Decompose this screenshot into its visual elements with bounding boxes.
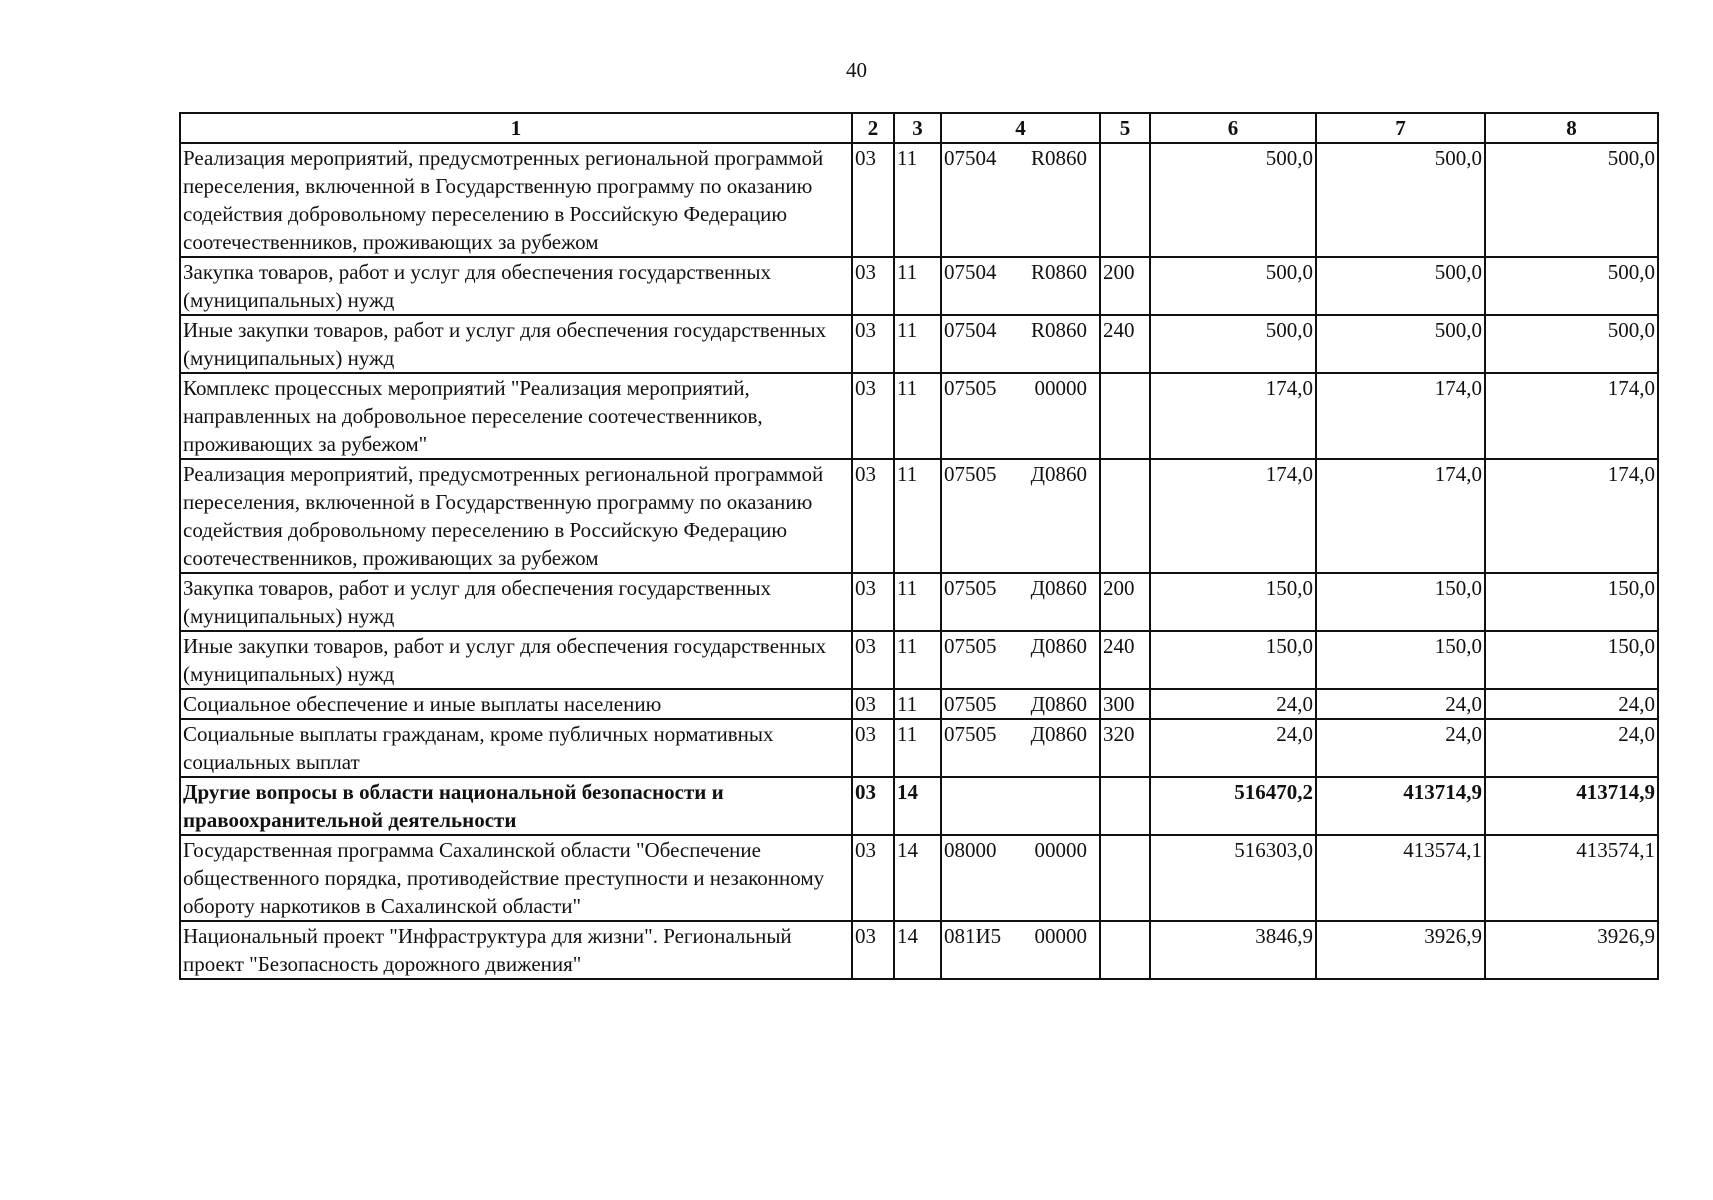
- direction-code: Д0860: [1030, 462, 1087, 486]
- direction-code: 00000: [1034, 838, 1087, 862]
- amount-col-7: 413714,9: [1316, 777, 1485, 835]
- subsection-code: 11: [894, 573, 941, 631]
- expense-type-code: [1100, 777, 1150, 835]
- section-code: 03: [852, 689, 894, 719]
- expense-type-code: 200: [1100, 573, 1150, 631]
- amount-col-8: 500,0: [1485, 143, 1658, 257]
- table-body: [180, 143, 1658, 979]
- subsection-code: 11: [894, 257, 941, 315]
- program-code: 08000: [944, 838, 997, 862]
- subsection-code: 11: [894, 143, 941, 257]
- target-article-code: [941, 631, 1100, 689]
- amount-col-6: 24,0: [1150, 689, 1316, 719]
- section-code: 03: [852, 257, 894, 315]
- column-header: 8: [1485, 113, 1658, 143]
- program-code: 07505: [944, 376, 997, 400]
- column-header: 1: [180, 113, 852, 143]
- target-article-code: [941, 459, 1100, 573]
- direction-code: Д0860: [1030, 692, 1087, 716]
- target-article-code: [941, 315, 1100, 373]
- amount-col-7: 413574,1: [1316, 835, 1485, 921]
- program-code: 07505: [944, 576, 997, 600]
- subsection-code: 11: [894, 719, 941, 777]
- amount-col-7: 174,0: [1316, 373, 1485, 459]
- subsection-code: 14: [894, 777, 941, 835]
- expense-type-code: 200: [1100, 257, 1150, 315]
- amount-col-7: 24,0: [1316, 689, 1485, 719]
- amount-col-8: 3926,9: [1485, 921, 1658, 979]
- column-header: 5: [1100, 113, 1150, 143]
- target-article-code: [941, 689, 1100, 719]
- table-row: [180, 459, 1658, 573]
- row-description: Другие вопросы в области национальной безопасности и правоохранительной деятельности: [180, 777, 852, 835]
- direction-code: R0860: [1030, 318, 1087, 342]
- target-article-code: [941, 573, 1100, 631]
- amount-col-8: 413574,1: [1485, 835, 1658, 921]
- expense-type-code: [1100, 459, 1150, 573]
- amount-col-8: 174,0: [1485, 373, 1658, 459]
- target-article-code: [941, 921, 1100, 979]
- header-row: [180, 113, 1658, 143]
- direction-code: 00000: [1034, 924, 1087, 948]
- expense-type-code: [1100, 835, 1150, 921]
- target-article-code: [941, 143, 1100, 257]
- column-header: 6: [1150, 113, 1316, 143]
- program-code: 07504: [944, 260, 997, 284]
- subsection-code: 11: [894, 689, 941, 719]
- table-row: [180, 719, 1658, 777]
- amount-col-7: 500,0: [1316, 315, 1485, 373]
- target-article-code: [941, 835, 1100, 921]
- direction-code: Д0860: [1030, 722, 1087, 746]
- subsection-code: 11: [894, 459, 941, 573]
- section-code: 03: [852, 921, 894, 979]
- amount-col-7: 174,0: [1316, 459, 1485, 573]
- column-header: 7: [1316, 113, 1485, 143]
- amount-col-8: 150,0: [1485, 631, 1658, 689]
- program-code: 07504: [944, 146, 997, 170]
- amount-col-6: 3846,9: [1150, 921, 1316, 979]
- target-article-code: [941, 373, 1100, 459]
- table-row: [180, 777, 1658, 835]
- amount-col-7: 3926,9: [1316, 921, 1485, 979]
- subsection-code: 11: [894, 631, 941, 689]
- direction-code: Д0860: [1030, 634, 1087, 658]
- expense-type-code: 240: [1100, 315, 1150, 373]
- section-code: 03: [852, 315, 894, 373]
- table-row: [180, 689, 1658, 719]
- table-row: [180, 573, 1658, 631]
- row-description: Реализация мероприятий, предусмотренных региональной программой переселения, включенной в Государственную программу по оказанию содействия добровольному переселению в Российскую Федерацию соотечественников, проживающих за рубежом: [180, 143, 852, 257]
- target-article-code: [941, 257, 1100, 315]
- row-description: Национальный проект "Инфраструктура для жизни". Региональный проект "Безопасность дорожного движения": [180, 921, 852, 979]
- amount-col-6: 150,0: [1150, 631, 1316, 689]
- amount-col-8: 24,0: [1485, 689, 1658, 719]
- section-code: 03: [852, 835, 894, 921]
- program-code: 07505: [944, 462, 997, 486]
- amount-col-6: 174,0: [1150, 373, 1316, 459]
- row-description: Иные закупки товаров, работ и услуг для обеспечения государственных (муниципальных) нужд: [180, 631, 852, 689]
- row-description: Реализация мероприятий, предусмотренных региональной программой переселения, включенной в Государственную программу по оказанию содействия добровольному переселению в Российскую Федерацию соотечественников, проживающих за рубежом: [180, 459, 852, 573]
- section-code: 03: [852, 573, 894, 631]
- amount-col-7: 500,0: [1316, 143, 1485, 257]
- table-row: [180, 373, 1658, 459]
- expense-type-code: [1100, 143, 1150, 257]
- amount-col-8: 500,0: [1485, 315, 1658, 373]
- amount-col-7: 24,0: [1316, 719, 1485, 777]
- expense-type-code: 320: [1100, 719, 1150, 777]
- row-description: Иные закупки товаров, работ и услуг для обеспечения государственных (муниципальных) нужд: [180, 315, 852, 373]
- expense-type-code: [1100, 373, 1150, 459]
- row-description: Закупка товаров, работ и услуг для обеспечения государственных (муниципальных) нужд: [180, 573, 852, 631]
- amount-col-6: 500,0: [1150, 143, 1316, 257]
- row-description: Социальные выплаты гражданам, кроме публичных нормативных социальных выплат: [180, 719, 852, 777]
- column-header: 4: [941, 113, 1100, 143]
- amount-col-7: 150,0: [1316, 573, 1485, 631]
- row-description: Государственная программа Сахалинской области "Обеспечение общественного порядка, противодействие преступности и незаконному обороту наркотиков в Сахалинской области": [180, 835, 852, 921]
- amount-col-6: 516303,0: [1150, 835, 1316, 921]
- expense-type-code: 300: [1100, 689, 1150, 719]
- section-code: 03: [852, 719, 894, 777]
- program-code: 081И5: [944, 924, 1002, 948]
- budget-table: [179, 112, 1659, 980]
- program-code: 07505: [944, 692, 997, 716]
- section-code: 03: [852, 631, 894, 689]
- section-code: 03: [852, 373, 894, 459]
- section-code: 03: [852, 143, 894, 257]
- amount-col-7: 150,0: [1316, 631, 1485, 689]
- row-description: Закупка товаров, работ и услуг для обеспечения государственных (муниципальных) нужд: [180, 257, 852, 315]
- amount-col-6: 174,0: [1150, 459, 1316, 573]
- row-description: Социальное обеспечение и иные выплаты населению: [180, 689, 852, 719]
- section-code: 03: [852, 459, 894, 573]
- amount-col-6: 150,0: [1150, 573, 1316, 631]
- table-row: [180, 315, 1658, 373]
- table-row: [180, 921, 1658, 979]
- program-code: 07505: [944, 722, 997, 746]
- column-header: 2: [852, 113, 894, 143]
- direction-code: 00000: [1034, 376, 1087, 400]
- direction-code: Д0860: [1030, 576, 1087, 600]
- direction-code: R0860: [1030, 260, 1087, 284]
- amount-col-6: 24,0: [1150, 719, 1316, 777]
- subsection-code: 14: [894, 921, 941, 979]
- table-row: [180, 257, 1658, 315]
- amount-col-7: 500,0: [1316, 257, 1485, 315]
- row-description: Комплекс процессных мероприятий "Реализация мероприятий, направленных на добровольное переселение соотечественников, проживающих за рубежом": [180, 373, 852, 459]
- amount-col-8: 500,0: [1485, 257, 1658, 315]
- table-row: [180, 631, 1658, 689]
- direction-code: R0860: [1030, 146, 1087, 170]
- target-article-code: [941, 777, 1100, 835]
- subsection-code: 11: [894, 315, 941, 373]
- subsection-code: 14: [894, 835, 941, 921]
- amount-col-6: 516470,2: [1150, 777, 1316, 835]
- expense-type-code: 240: [1100, 631, 1150, 689]
- section-code: 03: [852, 777, 894, 835]
- program-code: 07505: [944, 634, 997, 658]
- table-row: [180, 835, 1658, 921]
- subsection-code: 11: [894, 373, 941, 459]
- amount-col-6: 500,0: [1150, 257, 1316, 315]
- column-header: 3: [894, 113, 941, 143]
- program-code: 07504: [944, 318, 997, 342]
- amount-col-8: 150,0: [1485, 573, 1658, 631]
- page-number: 40: [846, 58, 867, 82]
- table-row: [180, 143, 1658, 257]
- expense-type-code: [1100, 921, 1150, 979]
- amount-col-8: 413714,9: [1485, 777, 1658, 835]
- amount-col-8: 174,0: [1485, 459, 1658, 573]
- amount-col-8: 24,0: [1485, 719, 1658, 777]
- amount-col-6: 500,0: [1150, 315, 1316, 373]
- target-article-code: [941, 719, 1100, 777]
